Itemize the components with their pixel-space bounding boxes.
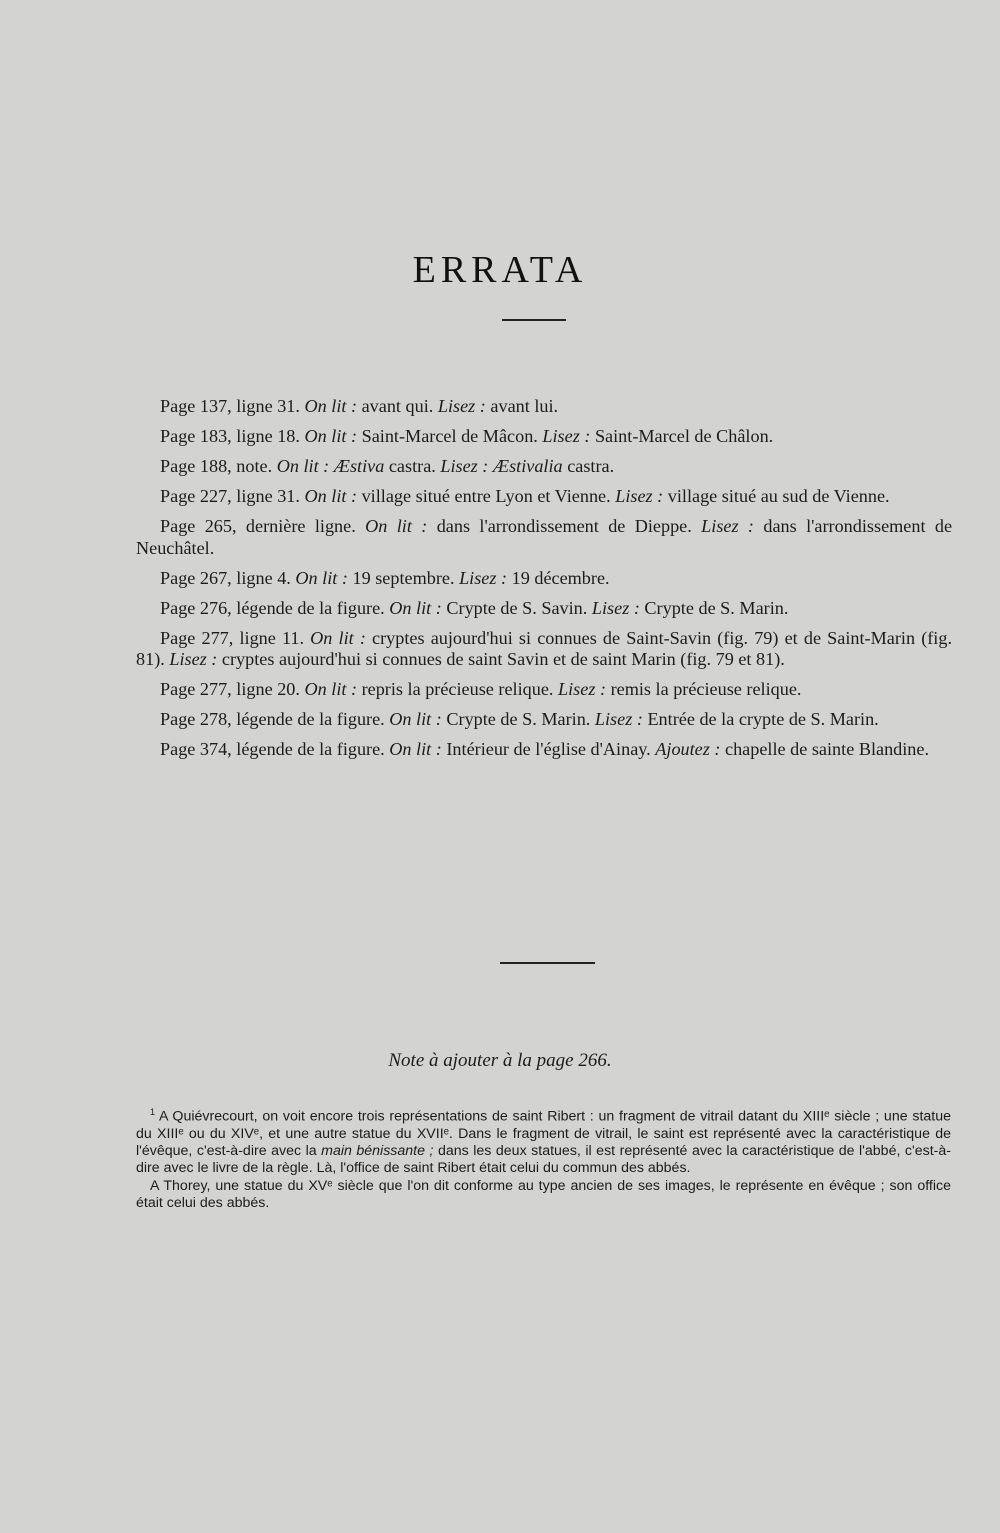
on-lit-text: village situé entre Lyon et Vienne.: [361, 486, 611, 506]
entry-location: Page 265, dernière ligne.: [160, 516, 356, 536]
footnote-paragraph: [136, 1178, 951, 1212]
on-lit-text: repris la précieuse relique.: [361, 679, 554, 699]
entry-location: Page 137, ligne 31.: [160, 396, 300, 416]
on-lit-label: On lit :: [304, 396, 358, 416]
errata-entry: [136, 739, 952, 761]
lisez-text: remis la précieuse relique.: [610, 679, 802, 699]
divider-top: [502, 319, 566, 321]
lisez-text: dans l'arrondissement de Neuchâtel.: [136, 516, 953, 558]
lisez-text: 19 décembre.: [511, 567, 610, 588]
entry-location: Page 227, ligne 31.: [160, 486, 300, 506]
entry-location: Page 267, ligne 4.: [160, 567, 291, 588]
lisez-label: Lisez :: [615, 486, 664, 506]
ajoutez-label: Ajoutez :: [655, 739, 721, 759]
entry-location: Page 278, légende de la figure.: [160, 709, 385, 729]
lisez-label: Lisez :: [459, 567, 508, 588]
errata-entry: [136, 628, 952, 671]
lisez-italic-word: Æstivalia: [492, 456, 563, 476]
errata-list: [136, 396, 952, 769]
footnote-marker: 1: [150, 1107, 156, 1117]
on-lit-text: Crypte de S. Savin.: [446, 597, 588, 618]
lisez-text: cryptes aujourd'hui si connues de saint Savin et de saint Marin (fig. 79 et 81).: [221, 649, 785, 669]
on-lit-text: Saint-Marcel de Mâcon.: [361, 426, 538, 446]
on-lit-label: On lit :: [295, 567, 348, 588]
lisez-text: Saint-Marcel de Châlon.: [594, 426, 774, 446]
page-title: ERRATA: [412, 249, 588, 291]
footnote-text: A Quiévrecourt, on voit encore trois représentations de saint Ribert : un fragment de vitrail datant du XIIIᵉ siècle ; une statue du XIIIᵉ ou du XIVᵉ, et une autre statue du XVIIᵉ. Dans le fragment de vitrail, le saint est représenté avec la caractéristique de l'évêque, c'est-à-dire avec la: [136, 1108, 951, 1160]
footnote: [136, 1104, 951, 1212]
on-lit-text: 19 septembre.: [352, 567, 455, 588]
on-lit-text: dans l'arrondissement de Dieppe.: [436, 516, 692, 536]
on-lit-label: On lit :: [304, 679, 358, 699]
on-lit-label: On lit :: [389, 597, 442, 618]
lisez-label: Lisez :: [591, 597, 640, 618]
errata-entry: [136, 679, 952, 701]
lisez-label: Lisez :: [437, 396, 486, 416]
errata-entry: [136, 426, 952, 448]
on-lit-text: Intérieur de l'église d'Ainay.: [446, 739, 651, 759]
divider-bottom: [500, 962, 595, 964]
entry-location: Page 277, ligne 11.: [160, 627, 305, 648]
errata-entry: [136, 598, 952, 620]
entry-location: Page 188, note.: [160, 456, 273, 476]
lisez-label: Lisez :: [558, 679, 607, 699]
lisez-text: avant lui.: [490, 396, 559, 416]
entry-location: Page 374, légende de la figure.: [160, 739, 385, 759]
on-lit-text: castra.: [388, 456, 436, 476]
ajoutez-text: chapelle de sainte Blandine.: [725, 739, 930, 759]
footnote-italic: main bénissante ;: [321, 1143, 434, 1160]
errata-entry: [136, 709, 952, 731]
on-lit-label: On lit :: [276, 456, 330, 476]
lisez-text: Crypte de S. Marin.: [644, 597, 789, 618]
entry-location: Page 183, ligne 18.: [160, 426, 300, 446]
on-lit-italic-word: Æstiva: [333, 456, 385, 476]
on-lit-label: On lit :: [389, 709, 442, 729]
entry-location: Page 277, ligne 20.: [160, 679, 300, 699]
on-lit-label: On lit :: [365, 516, 428, 536]
errata-entry: [136, 516, 952, 559]
on-lit-text: cryptes aujourd'hui si connues de Saint-Savin (fig. 79) et de Saint-Marin (fig. 81).: [136, 627, 952, 669]
errata-entry: [136, 456, 952, 478]
errata-entry: [136, 568, 952, 590]
on-lit-text: avant qui.: [361, 396, 434, 416]
on-lit-text: Crypte de S. Marin.: [446, 709, 591, 729]
on-lit-label: On lit :: [310, 627, 366, 648]
on-lit-label: On lit :: [389, 739, 442, 759]
lisez-text: Entrée de la crypte de S. Marin.: [647, 709, 879, 729]
footnote-text: A Thorey, une statue du XVᵉ siècle que l'on dit conforme au type ancien de ses images, le représente en évêque ; son office était celui des abbés.: [136, 1177, 951, 1211]
entry-location: Page 276, légende de la figure.: [160, 597, 385, 618]
on-lit-label: On lit :: [304, 486, 358, 506]
errata-entry: [136, 486, 952, 508]
lisez-label: Lisez :: [594, 709, 643, 729]
lisez-text: castra.: [567, 456, 615, 476]
lisez-label: Lisez :: [440, 456, 489, 476]
on-lit-label: On lit :: [304, 426, 358, 446]
footnote-paragraph: [136, 1104, 951, 1178]
errata-entry: [136, 396, 952, 418]
lisez-label: Lisez :: [701, 516, 754, 536]
lisez-label: Lisez :: [542, 426, 591, 446]
lisez-label: Lisez :: [169, 649, 218, 669]
footnote-text: dans les deux statues, il est représenté avec la caractéristique de l'abbé, c'est-à-dire avec le livre de la règle. Là, l'office de saint Ribert était celui du commun des abbés.: [136, 1143, 951, 1177]
note-heading: Note à ajouter à la page 266.: [388, 1050, 612, 1071]
lisez-text: village situé au sud de Vienne.: [667, 486, 890, 506]
